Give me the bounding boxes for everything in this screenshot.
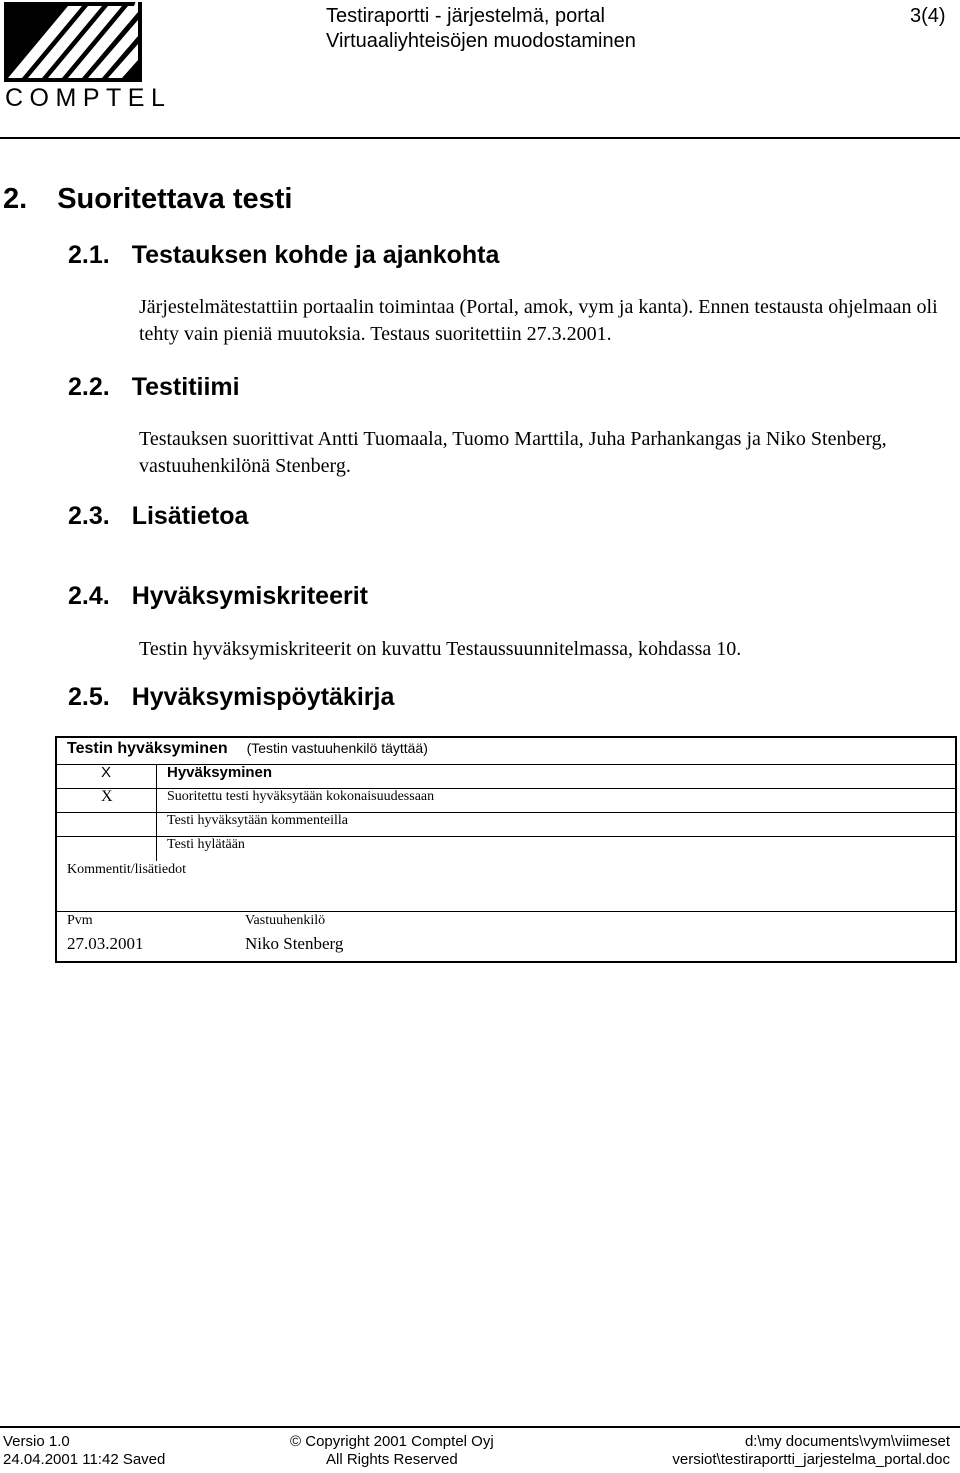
- checkbox-mark: X: [101, 764, 112, 781]
- subsection-heading: [68, 683, 394, 712]
- table-row-label: Suoritettu testi hyväksytään kokonaisuudessaan: [167, 789, 435, 804]
- table-title-note: (Testin vastuuhenkilö täyttää): [246, 740, 428, 756]
- checkbox-mark: X: [101, 788, 113, 805]
- paragraph: Testin hyväksymiskriteerit on kuvattu Testaussuunnitelmassa, kohdassa 10.: [139, 638, 742, 660]
- section-title: Suoritettava testi: [57, 183, 293, 215]
- table-title-main: Testin hyväksyminen: [67, 740, 228, 757]
- comments-label: Kommentit/lisätiedot: [67, 862, 186, 877]
- subsection-heading: [68, 373, 240, 402]
- responsible-label: Vastuuhenkilö: [245, 913, 326, 928]
- footer-version-block: [3, 1433, 165, 1469]
- document-subtitle-line: Virtuaaliyhteisöjen muodostaminen: [326, 30, 636, 52]
- copyright-text: Copyright 2001 Comptel Oyj: [305, 1433, 494, 1450]
- saved-text: 24.04.2001 11:42 Saved: [3, 1451, 166, 1468]
- document-title-line: Testiraportti - järjestelmä, portal: [326, 5, 605, 27]
- responsible-value: Niko Stenberg: [245, 934, 344, 953]
- document-title: [326, 4, 636, 54]
- version-text: Versio 1.0: [3, 1433, 70, 1450]
- table-title: [67, 738, 428, 759]
- date-value: 27.03.2001: [67, 934, 144, 953]
- comptel-logo: [4, 2, 172, 112]
- subsection-title: Lisätietoa: [131, 502, 249, 530]
- subsection-number: 2.5.: [68, 683, 110, 711]
- page-number: 3(4): [910, 5, 946, 27]
- rights-text: All Rights Reserved: [326, 1451, 458, 1468]
- table-rule: [57, 911, 955, 912]
- subsection-number: 2.4.: [68, 582, 110, 610]
- subsection-title: Testauksen kohde ja ajankohta: [131, 241, 500, 269]
- section-heading: [3, 183, 292, 216]
- subsection-title: Hyväksymispöytäkirja: [131, 683, 395, 711]
- subsection-number: 2.2.: [68, 373, 110, 401]
- subsection-title: Testitiimi: [131, 373, 240, 401]
- header-divider: [0, 137, 960, 139]
- file-path-line: d:\my documents\vym\viimeset: [744, 1433, 950, 1450]
- table-column-divider: [156, 764, 157, 861]
- subsection-title: Hyväksymiskriteerit: [131, 582, 368, 610]
- subsection-number: 2.1.: [68, 241, 110, 269]
- logo-wordmark: COMPTEL: [5, 84, 172, 112]
- subsection-number: 2.3.: [68, 502, 110, 530]
- table-row-label: Testi hyväksytään kommenteilla: [167, 813, 348, 828]
- footer-divider: [0, 1426, 960, 1428]
- paragraph: Testauksen suorittivat Antti Tuomaala, Tuomo Marttila, Juha Parhankangas ja Niko Stenberg, vastuuhenkilönä Stenberg.: [139, 428, 887, 477]
- table-row-label: Hyväksyminen: [167, 764, 273, 781]
- table-row-label: Testi hylätään: [167, 837, 245, 852]
- subsection-heading: [68, 241, 499, 270]
- section-number: 2.: [3, 183, 28, 215]
- paragraph: Järjestelmätestattiin portaalin toimintaa (Portal, amok, vym ja kanta). Ennen testausta ohjelmaan oli tehty vain pieniä muutoksia. Testaus suoritettiin 27.3.2001.: [139, 296, 938, 345]
- footer-path-block: [672, 1433, 950, 1469]
- subsection-heading: [68, 582, 368, 611]
- file-path-line: versiot\testiraportti_jarjestelma_portal.doc: [672, 1451, 950, 1468]
- footer-copyright-block: [290, 1433, 494, 1469]
- date-label: Pvm: [67, 913, 93, 928]
- copyright-icon: ©: [290, 1433, 302, 1450]
- subsection-heading: [68, 502, 248, 531]
